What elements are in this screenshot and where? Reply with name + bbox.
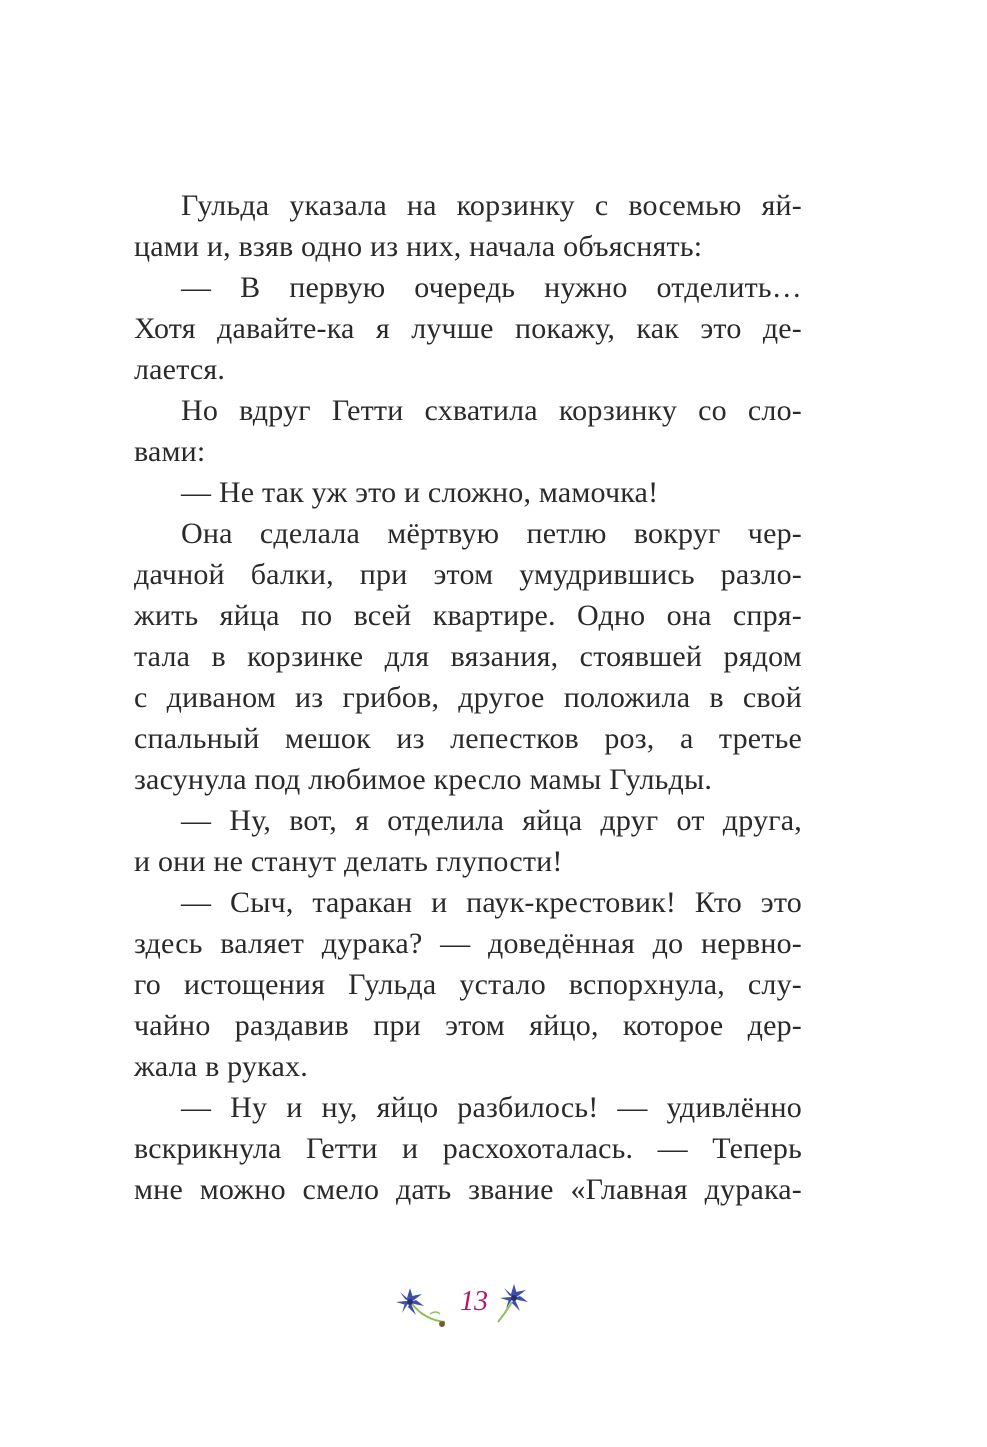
- text-line: Но вдруг Гетти схватила корзинку со сло-: [181, 394, 802, 427]
- text-line: — Не так уж это и сложно, мамочка!: [181, 476, 659, 509]
- text-line: жить яйца по всей квартире. Одно она спря-: [134, 599, 802, 632]
- text-line: — В первую очередь нужно отделить…: [181, 271, 802, 304]
- text-line: — Ну, вот, я отделила яйца друг от друга,: [181, 804, 802, 837]
- text-line: вскрикнула Гетти и расхохоталась. — Теперь: [134, 1132, 802, 1165]
- text-line: — Сыч, таракан и паук-крестовик! Кто это: [181, 886, 802, 919]
- text-line: вами:: [134, 435, 206, 468]
- text-line: засунула под любимое кресло мамы Гульды.: [134, 763, 713, 796]
- page-number: 13: [460, 1286, 488, 1317]
- text-line: Гульда указала на корзинку с восемью яй-: [181, 189, 802, 222]
- text-line: мне можно смело дать звание «Главная дурака-: [134, 1173, 802, 1206]
- text-line: здесь валяет дурака? — доведённая до нервно-: [134, 927, 802, 960]
- cornflower-icon-right: [490, 1278, 540, 1328]
- text-line: Хотя давайте-ка я лучше покажу, как это де-: [134, 312, 802, 345]
- text-line: лается.: [134, 353, 226, 386]
- text-line: с диваном из грибов, другое положила в свой: [134, 681, 802, 714]
- text-line: спальный мешок из лепестков роз, а третье: [134, 722, 802, 755]
- text-line: тала в корзинке для вязания, стоявшей рядом: [134, 640, 802, 673]
- text-line: чайно раздавив при этом яйцо, которое дер-: [134, 1009, 802, 1042]
- page-footer: [390, 1282, 540, 1342]
- text-line: жала в руках.: [134, 1050, 308, 1083]
- text-line: дачной балки, при этом умудрившись разло-: [134, 558, 802, 591]
- text-line: — Ну и ну, яйцо разбилось! — удивлённо: [181, 1091, 802, 1124]
- text-line: Она сделала мёртвую петлю вокруг чер-: [181, 517, 802, 550]
- cornflower-icon-left: [390, 1282, 460, 1342]
- text-line: го истощения Гульда устало вспорхнула, слу-: [134, 968, 802, 1001]
- text-line: цами и, взяв одно из них, начала объяснять:: [134, 230, 703, 263]
- text-line: и они не станут делать глупости!: [134, 845, 563, 878]
